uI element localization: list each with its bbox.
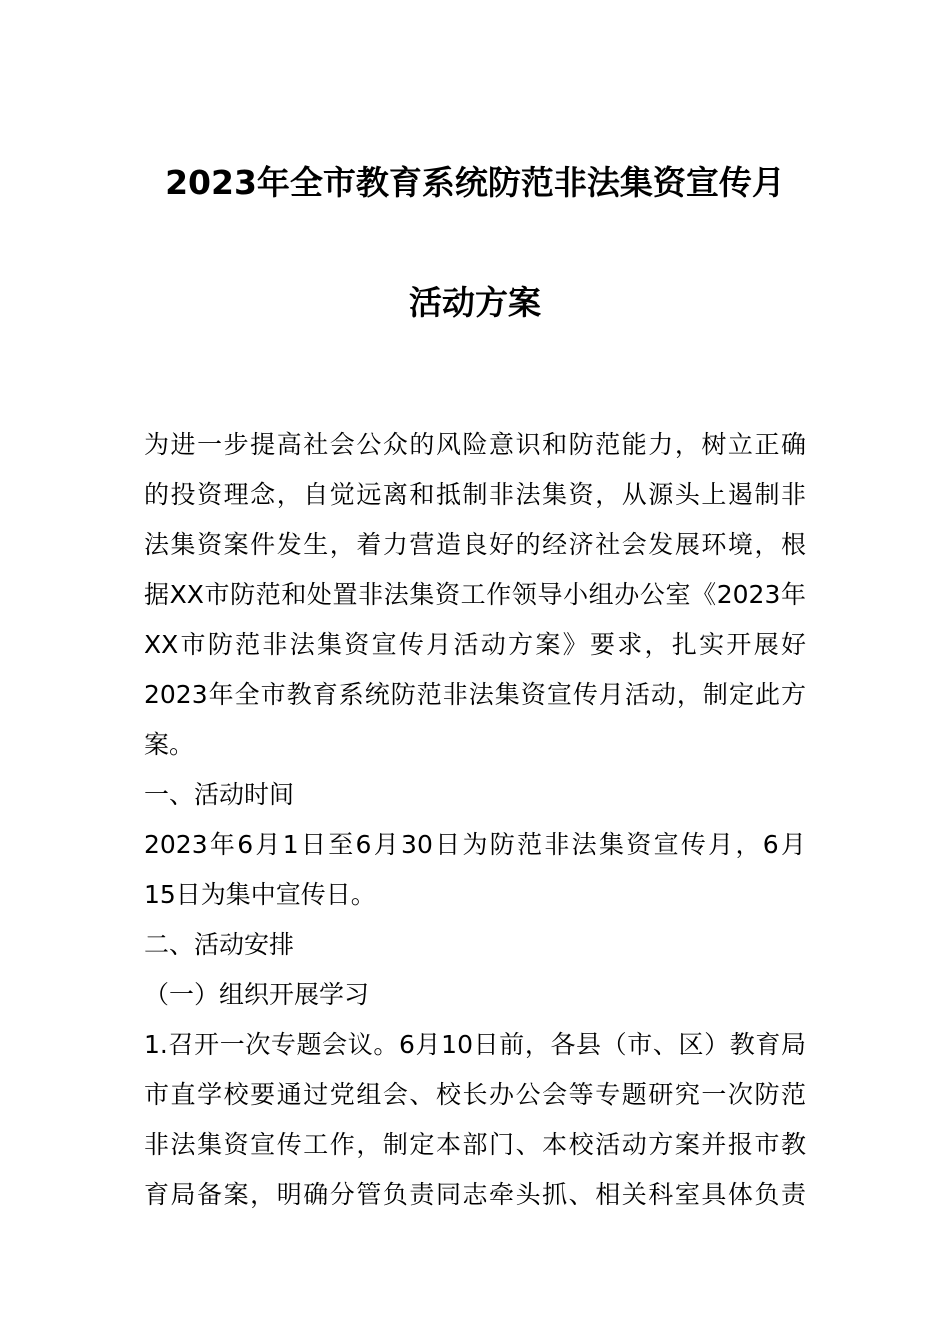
document-title-line-1: 2023年全市教育系统防范非法集资宣传月 bbox=[165, 163, 785, 202]
paragraph-line: 15日为集中宣传日。 bbox=[144, 880, 376, 909]
document-title-line-2: 活动方案 bbox=[409, 283, 541, 322]
paragraph-line: 2023年全市教育系统防范非法集资宣传月活动，制定此方 bbox=[144, 680, 806, 709]
paragraph-line: 1.召开一次专题会议。6月10日前，各县（市、区）教育局 bbox=[144, 1030, 806, 1059]
paragraph-line: XX市防范非法集资宣传月活动方案》要求，扎实开展好 bbox=[144, 630, 806, 659]
document-body bbox=[144, 420, 806, 1220]
subsection-heading: （一）组织开展学习 bbox=[144, 980, 370, 1009]
paragraph-line: 法集资案件发生，着力营造良好的经济社会发展环境，根 bbox=[144, 530, 806, 559]
paragraph-line: 育局备案，明确分管负责同志牵头抓、相关科室具体负责 bbox=[144, 1180, 806, 1209]
section-heading: 一、活动时间 bbox=[144, 780, 295, 809]
paragraph-line: 市直学校要通过党组会、校长办公会等专题研究一次防范 bbox=[144, 1080, 806, 1109]
paragraph-line: 的投资理念，自觉远离和抵制非法集资，从源头上遏制非 bbox=[144, 480, 806, 509]
paragraph-line: 为进一步提高社会公众的风险意识和防范能力，树立正确 bbox=[144, 430, 806, 459]
paragraph-line: 案。 bbox=[144, 730, 195, 759]
paragraph-line: 据XX市防范和处置非法集资工作领导小组办公室《2023年 bbox=[144, 580, 806, 609]
paragraph-line: 非法集资宣传工作，制定本部门、本校活动方案并报市教 bbox=[144, 1130, 806, 1159]
paragraph-line: 2023年6月1日至6月30日为防范非法集资宣传月，6月 bbox=[144, 830, 806, 859]
section-heading: 二、活动安排 bbox=[144, 930, 295, 959]
